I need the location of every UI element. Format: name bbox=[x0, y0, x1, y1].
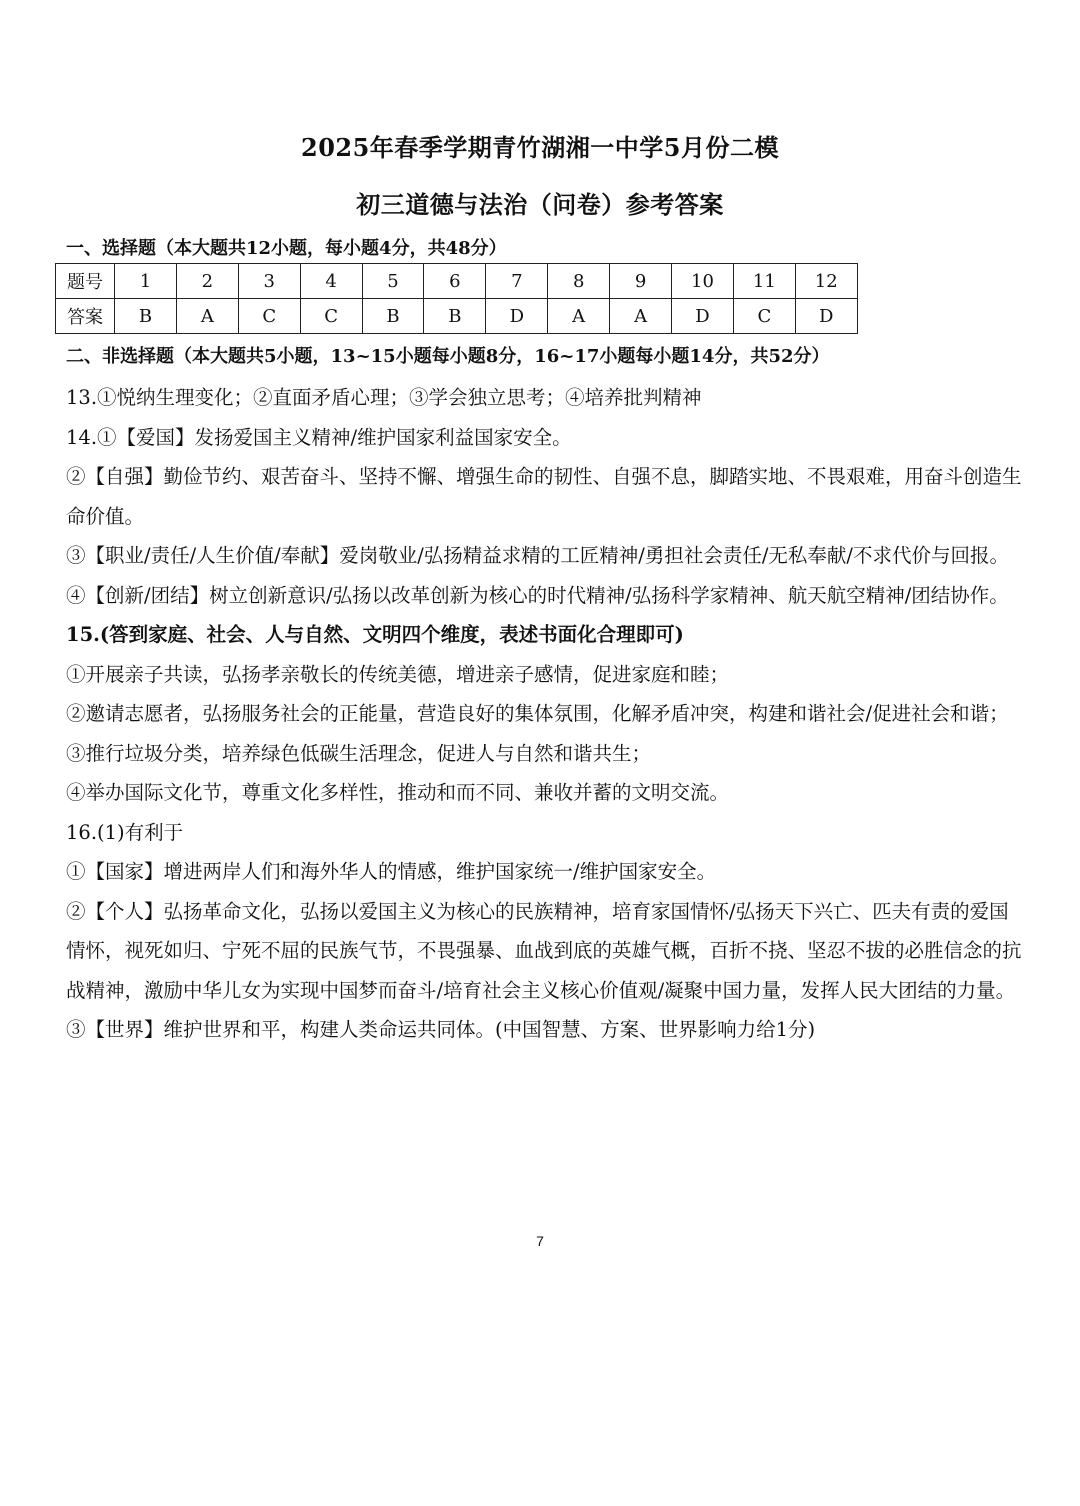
question-number: 4 bbox=[300, 264, 362, 299]
question-number: 1 bbox=[115, 264, 177, 299]
answer-cell: C bbox=[238, 299, 300, 334]
answer-q14-point1: 14.①【爱国】发扬爱国主义精神/维护国家利益国家安全。 bbox=[66, 425, 572, 449]
answer-cell: A bbox=[176, 299, 238, 334]
answer-cell: B bbox=[115, 299, 177, 334]
section-heading-multiple-choice: 一、选择题（本大题共12小题，每小题4分，共48分） bbox=[66, 238, 507, 259]
table-row-answers bbox=[56, 299, 858, 334]
answer-cell: D bbox=[486, 299, 548, 334]
question-number: 7 bbox=[486, 264, 548, 299]
question-number: 3 bbox=[238, 264, 300, 299]
answer-q15-header: 15.(答到家庭、社会、人与自然、文明四个维度，表述书面化合理即可) bbox=[66, 623, 684, 646]
answer-q14-point4: ④【创新/团结】树立创新意识/弘扬以改革创新为核心的时代精神/弘扬科学家精神、航天航空精神/团结协作。 bbox=[66, 583, 1009, 607]
answer-q15-point1: ①开展亲子共读，弘扬孝亲敬长的传统美德，增进亲子感情，促进家庭和睦； bbox=[66, 662, 730, 686]
row-label-number: 题号 bbox=[56, 264, 115, 299]
page-number: 7 bbox=[536, 1233, 544, 1249]
answer-cell: B bbox=[362, 299, 424, 334]
answer-cell: A bbox=[548, 299, 610, 334]
question-number: 5 bbox=[362, 264, 424, 299]
question-number: 2 bbox=[176, 264, 238, 299]
question-number: 12 bbox=[795, 264, 857, 299]
table-row-numbers bbox=[56, 264, 858, 299]
answer-q16-header: 16.(1)有利于 bbox=[66, 820, 184, 844]
question-number: 10 bbox=[672, 264, 734, 299]
answer-cell: B bbox=[424, 299, 486, 334]
answer-q14-point2: ②【自强】勤俭节约、艰苦奋斗、坚持不懈、增强生命的韧性、自强不息，脚踏实地、不畏艰难，用奋斗创造生命价值。 bbox=[66, 465, 1022, 528]
section-heading-non-choice: 二、非选择题（本大题共5小题，13~15小题每小题8分，16~17小题每小题14分，共52分） bbox=[66, 346, 830, 367]
answer-q16-point3: ③【世界】维护世界和平，构建人类命运共同体。(中国智慧、方案、世界影响力给1分) bbox=[66, 1018, 816, 1041]
question-number: 8 bbox=[548, 264, 610, 299]
answer-cell: D bbox=[795, 299, 857, 334]
answer-q14-point3: ③【职业/责任/人生价值/奉献】爱岗敬业/弘扬精益求精的工匠精神/勇担社会责任/无私奉献/不求代价与回报。 bbox=[66, 544, 1009, 567]
question-number: 6 bbox=[424, 264, 486, 299]
document-subtitle: 初三道德与法治（问卷）参考答案 bbox=[356, 190, 724, 219]
answer-q15-point3: ③推行垃圾分类，培养绿色低碳生活理念，促进人与自然和谐共生； bbox=[66, 741, 652, 765]
answer-q16-point1: ①【国家】增进两岸人们和海外华人的情感，维护国家统一/维护国家安全。 bbox=[66, 860, 717, 883]
answer-cell: D bbox=[672, 299, 734, 334]
question-number: 11 bbox=[733, 264, 795, 299]
answer-cell: A bbox=[610, 299, 672, 334]
answer-q15-point2: ②邀请志愿者，弘扬服务社会的正能量，营造良好的集体氛围，化解矛盾冲突，构建和谐社会/促进社会和谐； bbox=[66, 702, 1009, 725]
answer-q16-point2: ②【个人】弘扬革命文化，弘扬以爱国主义为核心的民族精神，培育家国情怀/弘扬天下兴亡、匹夫有责的爱国情怀，视死如归、宁死不屈的民族气节，不畏强暴、血战到底的英雄气概，百折不挠、坚忍不拔的必胜信念的抗战精神，激励中华儿女为实现中国梦而奋斗/培育社会主义核心价值观/凝聚中国力量，发挥人民大团结的力量。 bbox=[66, 899, 1022, 1002]
answer-body bbox=[66, 378, 1026, 1050]
answer-q15-point4: ④举办国际文化节，尊重文化多样性，推动和而不同、兼收并蓄的文明交流。 bbox=[66, 781, 730, 804]
answer-table bbox=[55, 263, 858, 334]
answer-cell: C bbox=[300, 299, 362, 334]
question-number: 9 bbox=[610, 264, 672, 299]
answer-q13: 13.①悦纳生理变化；②直面矛盾心理；③学会独立思考；④培养批判精神 bbox=[66, 386, 702, 409]
document-title: 2025年春季学期青竹湖湘一中学5月份二模 bbox=[301, 133, 779, 162]
answer-cell: C bbox=[733, 299, 795, 334]
row-label-answer: 答案 bbox=[56, 299, 115, 334]
